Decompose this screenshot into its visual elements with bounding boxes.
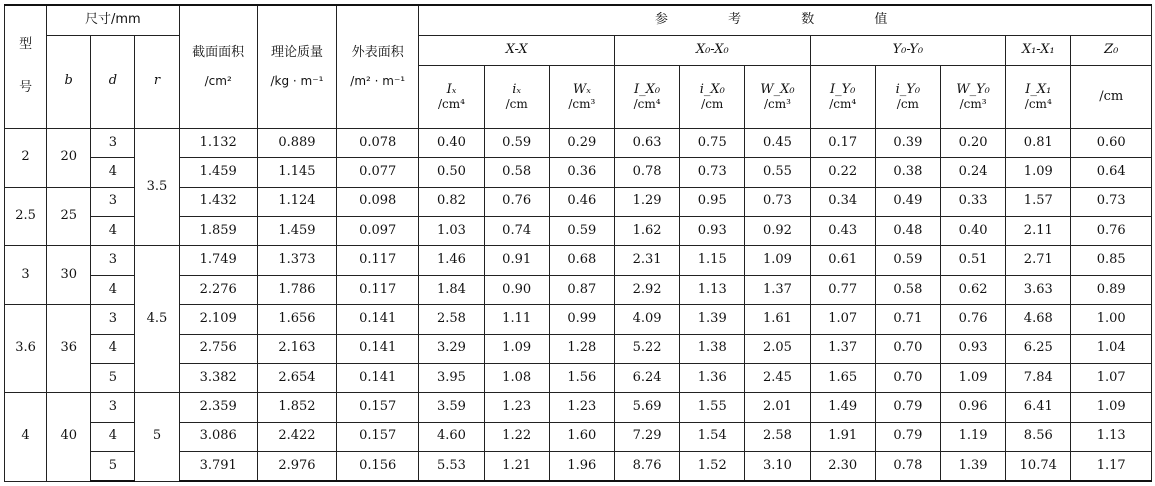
ix0-cell: 1.36 xyxy=(680,363,745,392)
area-cell: 2.359 xyxy=(179,393,257,422)
ix0-cell: 1.54 xyxy=(680,422,745,451)
ix0-cell: 1.15 xyxy=(680,246,745,275)
Iy0-cell: 0.17 xyxy=(810,129,875,158)
Ix-cell: 3.95 xyxy=(419,363,484,392)
Ix0-cell: 0.63 xyxy=(614,129,679,158)
ix-cell: 1.09 xyxy=(484,334,549,363)
surface-header: 外表面积 /m² · m⁻¹ xyxy=(337,5,419,129)
z0-cell: 0.73 xyxy=(1071,187,1152,216)
Iy0-cell: 1.91 xyxy=(810,422,875,451)
Ix1-cell: 6.25 xyxy=(1006,334,1071,363)
Wx0-cell: 2.05 xyxy=(745,334,810,363)
area-cell: 3.791 xyxy=(179,451,257,481)
ix0-cell: 1.55 xyxy=(680,393,745,422)
ix-cell: 1.23 xyxy=(484,393,549,422)
iy0-cell: 0.58 xyxy=(875,275,940,304)
Ix1-cell: 0.81 xyxy=(1006,129,1071,158)
surface-cell: 0.077 xyxy=(337,158,419,187)
Wx-cell: 0.36 xyxy=(549,158,614,187)
Wx-cell: 0.87 xyxy=(549,275,614,304)
Ix-cell: 0.82 xyxy=(419,187,484,216)
ix-cell: 1.11 xyxy=(484,305,549,334)
surface-cell: 0.078 xyxy=(337,129,419,158)
Ix-cell: 1.03 xyxy=(419,217,484,246)
iy0-cell: 0.70 xyxy=(875,363,940,392)
Ix1-cell: 10.74 xyxy=(1006,451,1071,481)
ix0-cell: 1.52 xyxy=(680,451,745,481)
Ix0-cell: 2.31 xyxy=(614,246,679,275)
Iy0-cell: 0.22 xyxy=(810,158,875,187)
table-row xyxy=(5,246,1152,275)
area-cell: 3.086 xyxy=(179,422,257,451)
surface-cell: 0.117 xyxy=(337,246,419,275)
Ix-cell: 0.50 xyxy=(419,158,484,187)
Ix-cell: 0.40 xyxy=(419,129,484,158)
mass-cell: 1.852 xyxy=(257,393,336,422)
Wx0-cell: 1.09 xyxy=(745,246,810,275)
x1x1-axis-header: X₁-X₁ xyxy=(1006,35,1071,65)
Wx0-cell: 0.45 xyxy=(745,129,810,158)
mass-header: 理论质量 /kg · m⁻¹ xyxy=(257,5,336,129)
d-header: d xyxy=(91,35,135,128)
d-cell: 4 xyxy=(91,217,135,246)
mass-cell: 1.656 xyxy=(257,305,336,334)
ix-cell: 0.91 xyxy=(484,246,549,275)
model-cell: 2 xyxy=(5,129,47,188)
area-cell: 3.382 xyxy=(179,363,257,392)
iy0-cell: 0.78 xyxy=(875,451,940,481)
z0-cell: 1.17 xyxy=(1071,451,1152,481)
Ix1-header: I_X₁ /cm⁴ xyxy=(1006,66,1071,129)
Ix0-cell: 8.76 xyxy=(614,451,679,481)
z0-cell: 0.64 xyxy=(1071,158,1152,187)
r-cell: 4.5 xyxy=(135,246,179,393)
z0-cell: 1.07 xyxy=(1071,363,1152,392)
z0-cell: 1.00 xyxy=(1071,305,1152,334)
Wx-cell: 1.23 xyxy=(549,393,614,422)
ix-cell: 0.59 xyxy=(484,129,549,158)
Wx0-cell: 3.10 xyxy=(745,451,810,481)
iy0-cell: 0.71 xyxy=(875,305,940,334)
iy0-cell: 0.49 xyxy=(875,187,940,216)
Wx-cell: 0.68 xyxy=(549,246,614,275)
iy0-cell: 0.70 xyxy=(875,334,940,363)
Wx-header: Wₓ /cm³ xyxy=(549,66,614,129)
Ix-cell: 3.59 xyxy=(419,393,484,422)
Wy0-cell: 0.40 xyxy=(940,217,1005,246)
area-cell: 1.749 xyxy=(179,246,257,275)
Wy0-cell: 1.39 xyxy=(940,451,1005,481)
Ix-header: Iₓ /cm⁴ xyxy=(419,66,484,129)
angle-steel-table xyxy=(4,4,1152,482)
z0-cell: 1.13 xyxy=(1071,422,1152,451)
area-cell: 1.432 xyxy=(179,187,257,216)
iy0-cell: 0.59 xyxy=(875,246,940,275)
Wx0-cell: 2.45 xyxy=(745,363,810,392)
surface-cell: 0.098 xyxy=(337,187,419,216)
xx-axis-header: X-X xyxy=(419,35,615,65)
iy0-cell: 0.39 xyxy=(875,129,940,158)
iy0-header: i_Y₀ /cm xyxy=(875,66,940,129)
Ix-cell: 4.60 xyxy=(419,422,484,451)
Wy0-cell: 1.19 xyxy=(940,422,1005,451)
area-cell: 1.459 xyxy=(179,158,257,187)
d-cell: 3 xyxy=(91,393,135,422)
Ix1-cell: 8.56 xyxy=(1006,422,1071,451)
ix0-cell: 1.38 xyxy=(680,334,745,363)
d-cell: 4 xyxy=(91,275,135,304)
ix-cell: 0.76 xyxy=(484,187,549,216)
z0-cell: 0.89 xyxy=(1071,275,1152,304)
Wy0-cell: 1.09 xyxy=(940,363,1005,392)
Ix0-cell: 1.29 xyxy=(614,187,679,216)
iy0-cell: 0.79 xyxy=(875,422,940,451)
mass-cell: 0.889 xyxy=(257,129,336,158)
Ix0-cell: 4.09 xyxy=(614,305,679,334)
r-cell: 3.5 xyxy=(135,129,179,246)
ix0-cell: 1.39 xyxy=(680,305,745,334)
Wx0-cell: 1.37 xyxy=(745,275,810,304)
size-group-header: 尺寸/mm xyxy=(47,5,179,35)
Iy0-cell: 1.07 xyxy=(810,305,875,334)
z0-cell: 0.85 xyxy=(1071,246,1152,275)
area-cell: 2.109 xyxy=(179,305,257,334)
ix-header: iₓ /cm xyxy=(484,66,549,129)
d-cell: 4 xyxy=(91,334,135,363)
mass-cell: 1.373 xyxy=(257,246,336,275)
Ix0-cell: 1.62 xyxy=(614,217,679,246)
surface-cell: 0.141 xyxy=(337,363,419,392)
b-cell: 25 xyxy=(47,187,91,246)
Ix1-cell: 4.68 xyxy=(1006,305,1071,334)
Wx-cell: 1.60 xyxy=(549,422,614,451)
d-cell: 3 xyxy=(91,246,135,275)
r-cell: 5 xyxy=(135,393,179,481)
Iy0-cell: 0.61 xyxy=(810,246,875,275)
surface-cell: 0.157 xyxy=(337,393,419,422)
z0-cell: 0.76 xyxy=(1071,217,1152,246)
mass-cell: 2.654 xyxy=(257,363,336,392)
Ix0-cell: 5.69 xyxy=(614,393,679,422)
x0x0-axis-header: X₀-X₀ xyxy=(614,35,810,65)
iy0-cell: 0.38 xyxy=(875,158,940,187)
Wx0-cell: 1.61 xyxy=(745,305,810,334)
Ix1-cell: 1.57 xyxy=(1006,187,1071,216)
ix-cell: 1.08 xyxy=(484,363,549,392)
ix0-cell: 1.13 xyxy=(680,275,745,304)
Wx0-cell: 0.92 xyxy=(745,217,810,246)
model-cell: 3 xyxy=(5,246,47,305)
surface-cell: 0.141 xyxy=(337,334,419,363)
area-cell: 2.756 xyxy=(179,334,257,363)
mass-cell: 1.145 xyxy=(257,158,336,187)
mass-cell: 2.976 xyxy=(257,451,336,481)
mass-cell: 2.163 xyxy=(257,334,336,363)
Wx-cell: 1.96 xyxy=(549,451,614,481)
Wy0-cell: 0.24 xyxy=(940,158,1005,187)
Wx0-cell: 0.73 xyxy=(745,187,810,216)
d-cell: 5 xyxy=(91,451,135,481)
Iy0-cell: 0.43 xyxy=(810,217,875,246)
model-header: 型 号 xyxy=(5,5,47,129)
Ix0-cell: 6.24 xyxy=(614,363,679,392)
Iy0-cell: 1.49 xyxy=(810,393,875,422)
model-cell: 3.6 xyxy=(5,305,47,393)
Wy0-cell: 0.62 xyxy=(940,275,1005,304)
area-cell: 1.859 xyxy=(179,217,257,246)
Wy0-cell: 0.96 xyxy=(940,393,1005,422)
reference-values-header: 参 考 数 值 xyxy=(419,5,1152,35)
mass-cell: 1.786 xyxy=(257,275,336,304)
table-row xyxy=(5,129,1152,158)
ix-cell: 0.58 xyxy=(484,158,549,187)
Ix1-cell: 6.41 xyxy=(1006,393,1071,422)
Wy0-cell: 0.76 xyxy=(940,305,1005,334)
b-cell: 40 xyxy=(47,393,91,481)
surface-cell: 0.156 xyxy=(337,451,419,481)
Iy0-cell: 1.37 xyxy=(810,334,875,363)
surface-cell: 0.141 xyxy=(337,305,419,334)
table-row xyxy=(5,393,1152,422)
Iy0-cell: 1.65 xyxy=(810,363,875,392)
ix0-cell: 0.93 xyxy=(680,217,745,246)
d-cell: 4 xyxy=(91,158,135,187)
Ix1-cell: 2.71 xyxy=(1006,246,1071,275)
Ix-cell: 2.58 xyxy=(419,305,484,334)
Wx-cell: 1.28 xyxy=(549,334,614,363)
z0-cell: 0.60 xyxy=(1071,129,1152,158)
Iy0-cell: 2.30 xyxy=(810,451,875,481)
ix-cell: 0.90 xyxy=(484,275,549,304)
ix-cell: 0.74 xyxy=(484,217,549,246)
Wx-cell: 0.59 xyxy=(549,217,614,246)
ix-cell: 1.21 xyxy=(484,451,549,481)
Wx-cell: 1.56 xyxy=(549,363,614,392)
surface-cell: 0.117 xyxy=(337,275,419,304)
area-cell: 1.132 xyxy=(179,129,257,158)
Ix1-cell: 3.63 xyxy=(1006,275,1071,304)
z0-header: Z₀ xyxy=(1071,35,1152,65)
d-cell: 4 xyxy=(91,422,135,451)
Ix1-cell: 2.11 xyxy=(1006,217,1071,246)
Ix-cell: 1.84 xyxy=(419,275,484,304)
b-header: b xyxy=(47,35,91,128)
d-cell: 3 xyxy=(91,305,135,334)
Ix0-cell: 7.29 xyxy=(614,422,679,451)
Wx0-header: W_X₀ /cm³ xyxy=(745,66,810,129)
mass-cell: 1.124 xyxy=(257,187,336,216)
Ix-cell: 1.46 xyxy=(419,246,484,275)
r-header: r xyxy=(135,35,179,128)
b-cell: 36 xyxy=(47,305,91,393)
z0-cell: 1.09 xyxy=(1071,393,1152,422)
z0-cell: 1.04 xyxy=(1071,334,1152,363)
Ix0-cell: 2.92 xyxy=(614,275,679,304)
Wx0-cell: 2.01 xyxy=(745,393,810,422)
iy0-cell: 0.48 xyxy=(875,217,940,246)
Ix1-cell: 1.09 xyxy=(1006,158,1071,187)
surface-cell: 0.097 xyxy=(337,217,419,246)
model-cell: 2.5 xyxy=(5,187,47,246)
mass-cell: 1.459 xyxy=(257,217,336,246)
Ix-cell: 3.29 xyxy=(419,334,484,363)
Wx0-cell: 0.55 xyxy=(745,158,810,187)
ix0-header: i_X₀ /cm xyxy=(680,66,745,129)
z0-unit: /cm xyxy=(1071,66,1152,129)
Ix-cell: 5.53 xyxy=(419,451,484,481)
Ix0-cell: 5.22 xyxy=(614,334,679,363)
ix-cell: 1.22 xyxy=(484,422,549,451)
Iy0-cell: 0.34 xyxy=(810,187,875,216)
Ix1-cell: 7.84 xyxy=(1006,363,1071,392)
Wx-cell: 0.46 xyxy=(549,187,614,216)
Iy0-cell: 0.77 xyxy=(810,275,875,304)
ix0-cell: 0.73 xyxy=(680,158,745,187)
d-cell: 5 xyxy=(91,363,135,392)
ix0-cell: 0.95 xyxy=(680,187,745,216)
Ix0-cell: 0.78 xyxy=(614,158,679,187)
Wy0-header: W_Y₀ /cm³ xyxy=(940,66,1005,129)
b-cell: 20 xyxy=(47,129,91,188)
iy0-cell: 0.79 xyxy=(875,393,940,422)
model-cell: 4 xyxy=(5,393,47,481)
Wx-cell: 0.29 xyxy=(549,129,614,158)
Wy0-cell: 0.20 xyxy=(940,129,1005,158)
area-header: 截面面积 /cm² xyxy=(179,5,257,129)
Iy0-header: I_Y₀ /cm⁴ xyxy=(810,66,875,129)
Wy0-cell: 0.33 xyxy=(940,187,1005,216)
ix0-cell: 0.75 xyxy=(680,129,745,158)
mass-cell: 2.422 xyxy=(257,422,336,451)
Wx-cell: 0.99 xyxy=(549,305,614,334)
d-cell: 3 xyxy=(91,187,135,216)
area-cell: 2.276 xyxy=(179,275,257,304)
Wy0-cell: 0.51 xyxy=(940,246,1005,275)
surface-cell: 0.157 xyxy=(337,422,419,451)
d-cell: 3 xyxy=(91,129,135,158)
b-cell: 30 xyxy=(47,246,91,305)
Ix0-header: I_X₀ /cm⁴ xyxy=(614,66,679,129)
Wy0-cell: 0.93 xyxy=(940,334,1005,363)
y0y0-axis-header: Y₀-Y₀ xyxy=(810,35,1006,65)
Wx0-cell: 2.58 xyxy=(745,422,810,451)
